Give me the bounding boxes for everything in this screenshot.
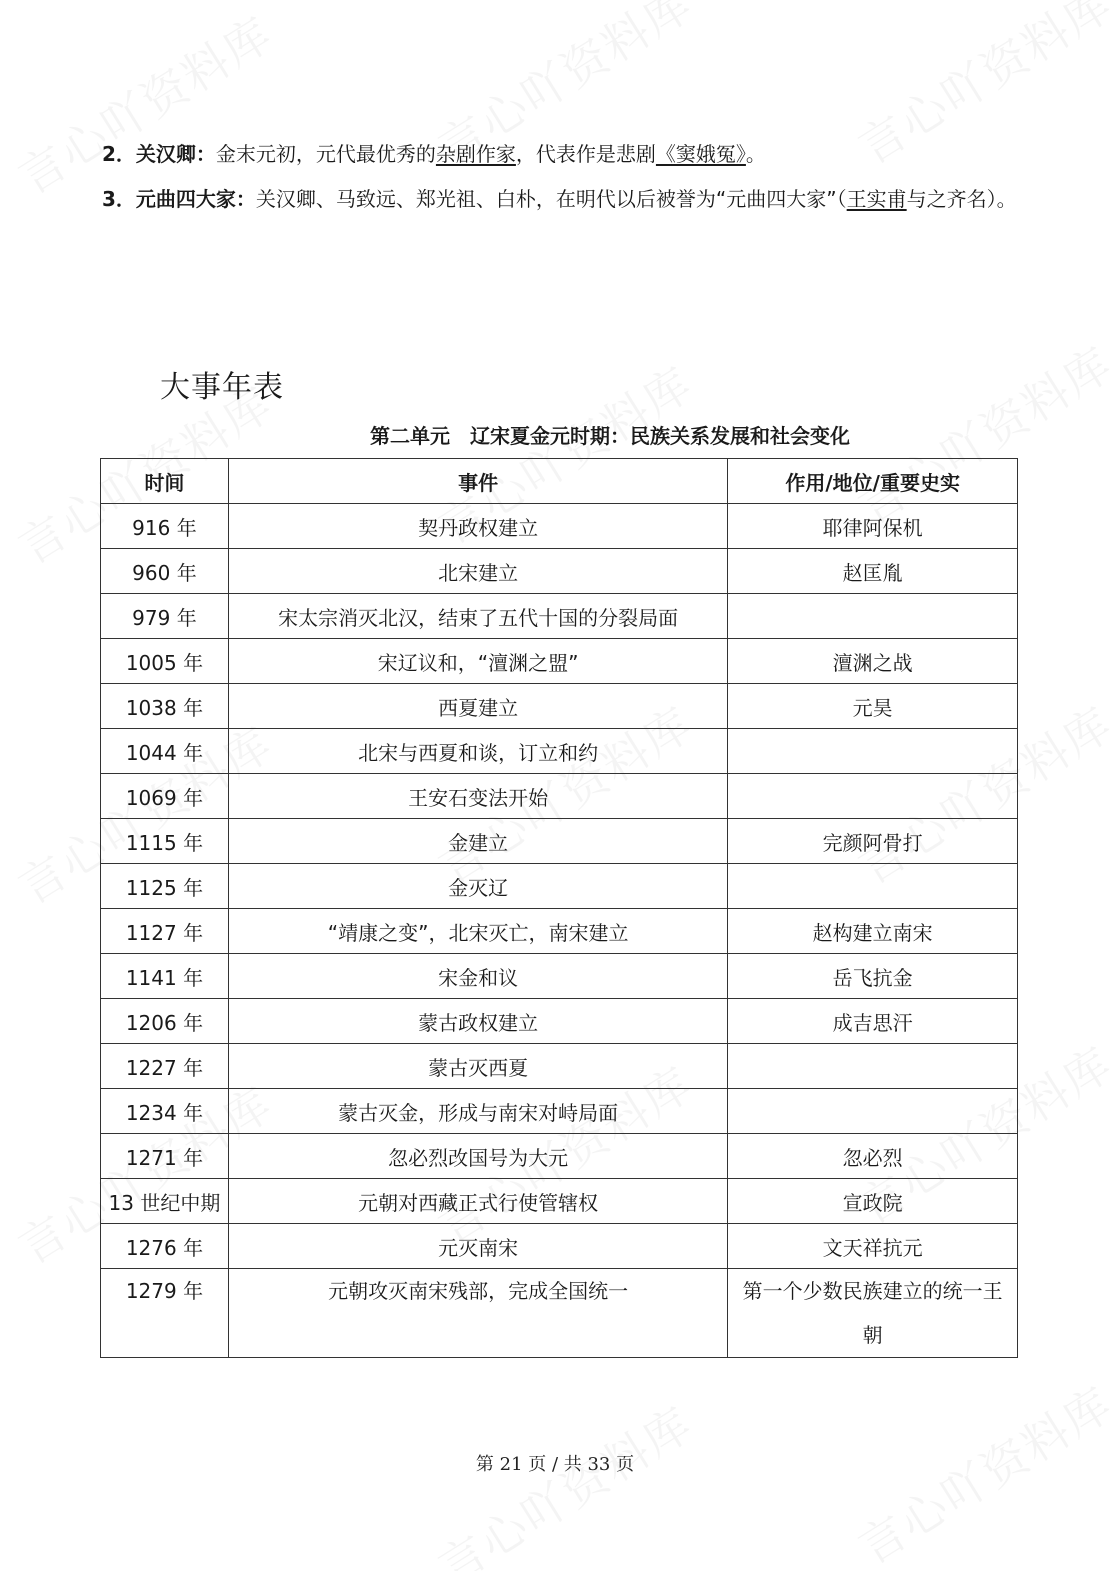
cell-time: 13 世纪中期 — [101, 1179, 229, 1224]
cell-significance: 澶渊之战 — [728, 639, 1018, 684]
chronology-table — [100, 458, 1018, 1358]
table-row — [101, 1224, 1018, 1269]
table-row — [101, 549, 1018, 594]
cell-event: 忽必烈改国号为大元 — [228, 1134, 727, 1179]
paragraph-text: 与之齐名）。 — [906, 187, 1017, 211]
cell-event: 蒙古政权建立 — [228, 999, 727, 1044]
table-row — [101, 504, 1018, 549]
cell-event: 北宋建立 — [228, 549, 727, 594]
cell-significance: 成吉思汗 — [728, 999, 1018, 1044]
cell-event: 蒙古灭西夏 — [228, 1044, 727, 1089]
cell-significance: 忽必烈 — [728, 1134, 1018, 1179]
header-event: 事件 — [228, 459, 727, 504]
cell-event: 宋金和议 — [228, 954, 727, 999]
cell-significance — [728, 594, 1018, 639]
table-row — [101, 1089, 1018, 1134]
paragraph-link[interactable]: 《窦娥冤》 — [655, 142, 746, 166]
table-row — [101, 819, 1018, 864]
page-footer: 第 21 页 / 共 33 页 — [475, 1454, 635, 1475]
table-row — [101, 1134, 1018, 1179]
cell-time: 1005 年 — [101, 639, 229, 684]
cell-significance: 赵匡胤 — [728, 549, 1018, 594]
table-row — [101, 1269, 1018, 1358]
table-row — [101, 909, 1018, 954]
table-caption: 第二单元 辽宋夏金元时期：民族关系发展和社会变化 — [370, 424, 850, 448]
cell-event: “靖康之变”，北宋灭亡，南宋建立 — [228, 909, 727, 954]
cell-significance: 第一个少数民族建立的统一王朝 — [728, 1269, 1018, 1358]
cell-event: 契丹政权建立 — [228, 504, 727, 549]
cell-time: 1069 年 — [101, 774, 229, 819]
cell-time: 1271 年 — [101, 1134, 229, 1179]
table-row — [101, 864, 1018, 909]
cell-significance: 岳飞抗金 — [728, 954, 1018, 999]
paragraph-four-masters — [102, 177, 1022, 221]
cell-time: 1044 年 — [101, 729, 229, 774]
cell-event: 王安石变法开始 — [228, 774, 727, 819]
cell-significance: 宣政院 — [728, 1179, 1018, 1224]
table-header-row — [101, 459, 1018, 504]
table-row — [101, 684, 1018, 729]
cell-significance: 文天祥抗元 — [728, 1224, 1018, 1269]
table-row — [101, 639, 1018, 684]
cell-event: 金灭辽 — [228, 864, 727, 909]
cell-significance — [728, 1089, 1018, 1134]
paragraph-guan-hanqing — [102, 132, 1022, 176]
cell-event: 西夏建立 — [228, 684, 727, 729]
cell-significance: 元昊 — [728, 684, 1018, 729]
table-row — [101, 954, 1018, 999]
cell-significance — [728, 774, 1018, 819]
cell-time: 1038 年 — [101, 684, 229, 729]
cell-event: 元灭南宋 — [228, 1224, 727, 1269]
cell-event: 蒙古灭金，形成与南宋对峙局面 — [228, 1089, 727, 1134]
cell-time: 1127 年 — [101, 909, 229, 954]
cell-significance: 完颜阿骨打 — [728, 819, 1018, 864]
header-time: 时间 — [101, 459, 229, 504]
table-row — [101, 1179, 1018, 1224]
paragraph-link[interactable]: 王实甫 — [846, 187, 907, 211]
cell-time: 1115 年 — [101, 819, 229, 864]
cell-time: 979 年 — [101, 594, 229, 639]
cell-time: 1276 年 — [101, 1224, 229, 1269]
cell-significance — [728, 729, 1018, 774]
paragraph-text: 金末元初，元代最优秀的 — [215, 142, 436, 166]
cell-event: 宋太宗消灭北汉，结束了五代十国的分裂局面 — [228, 594, 727, 639]
cell-event: 北宋与西夏和谈，订立和约 — [228, 729, 727, 774]
paragraph-link[interactable]: 杂剧作家 — [435, 142, 516, 166]
cell-event: 宋辽议和，“澶渊之盟” — [228, 639, 727, 684]
cell-event: 元朝对西藏正式行使管辖权 — [228, 1179, 727, 1224]
cell-time: 1227 年 — [101, 1044, 229, 1089]
table-row — [101, 774, 1018, 819]
table-row — [101, 729, 1018, 774]
cell-time: 916 年 — [101, 504, 229, 549]
watermark-text — [424, 1389, 703, 1571]
table-row — [101, 594, 1018, 639]
cell-significance: 耶律阿保机 — [728, 504, 1018, 549]
cell-time: 1125 年 — [101, 864, 229, 909]
cell-time: 1279 年 — [101, 1269, 229, 1358]
table-row — [101, 1044, 1018, 1089]
cell-event: 元朝攻灭南宋残部，完成全国统一 — [228, 1269, 727, 1358]
cell-time: 1141 年 — [101, 954, 229, 999]
cell-event: 金建立 — [228, 819, 727, 864]
paragraph-text: 关汉卿、马致远、郑光祖、白朴，在明代以后被誉为“元曲四大家”（ — [255, 187, 847, 211]
cell-time: 960 年 — [101, 549, 229, 594]
paragraph-heading: 3．元曲四大家： — [102, 187, 256, 211]
header-significance: 作用/地位/重要史实 — [728, 459, 1018, 504]
cell-significance — [728, 1044, 1018, 1089]
paragraph-text: 。 — [745, 142, 766, 166]
cell-time: 1234 年 — [101, 1089, 229, 1134]
cell-significance: 赵构建立南宋 — [728, 909, 1018, 954]
paragraph-text: ，代表作是悲剧 — [515, 142, 656, 166]
cell-time: 1206 年 — [101, 999, 229, 1044]
paragraph-heading: 2．关汉卿： — [102, 142, 216, 166]
table-row — [101, 999, 1018, 1044]
cell-significance — [728, 864, 1018, 909]
section-title: 大事年表 — [160, 370, 284, 405]
